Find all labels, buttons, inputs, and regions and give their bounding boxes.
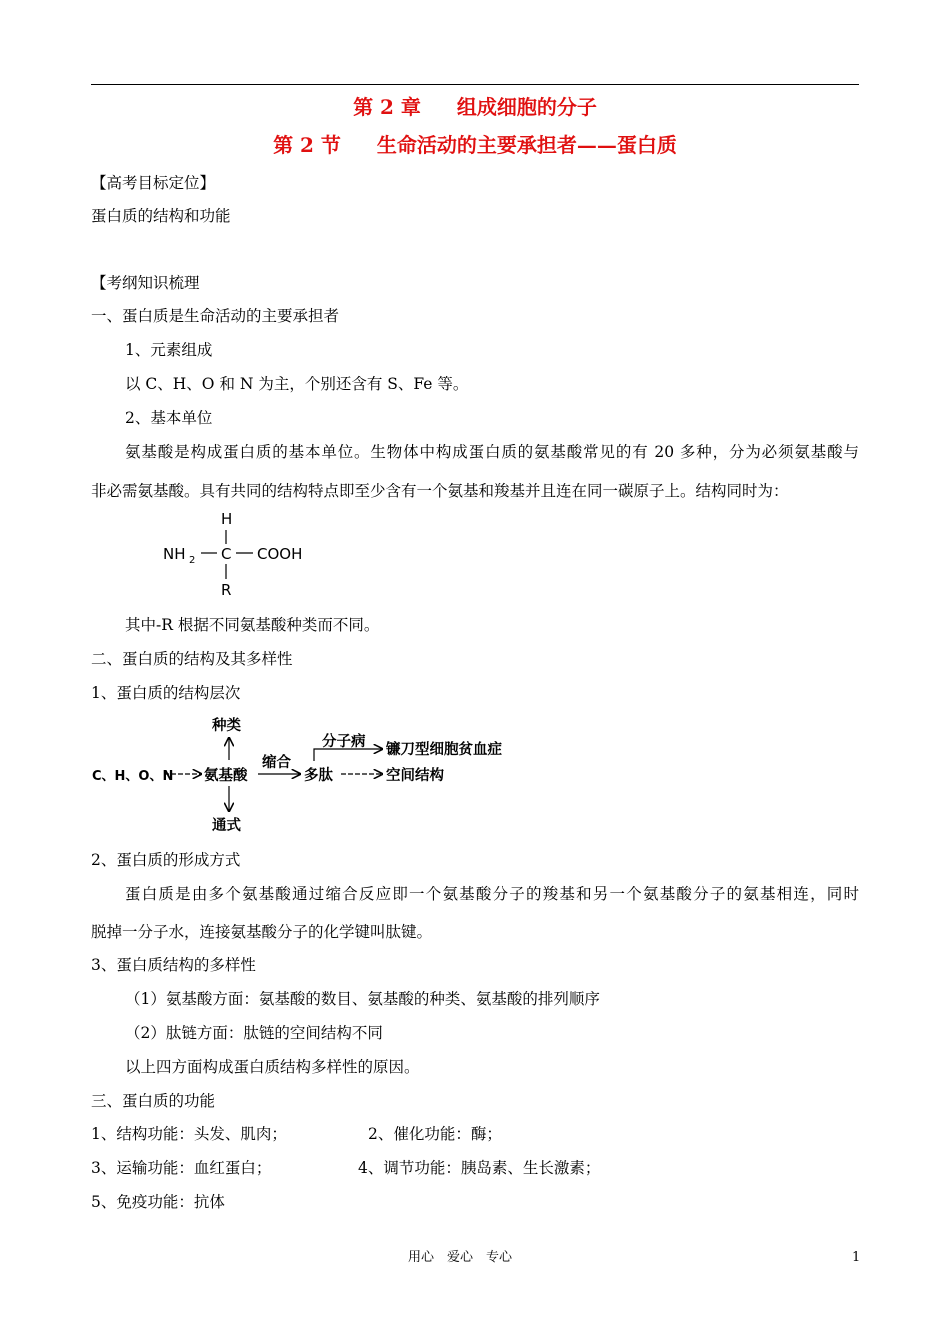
diagram-peptide: 多肽 — [304, 768, 333, 784]
formation-title: 2、蛋白质的形成方式 — [91, 851, 241, 869]
target-heading: 【高考目标定位】 — [91, 174, 216, 192]
formula-c: C — [221, 545, 232, 563]
formula-sub-2: 2 — [189, 555, 196, 566]
part3-title: 三、蛋白质的功能 — [91, 1092, 216, 1110]
basic-unit-line-2: 非必需氨基酸。具有共同的结构特点即至少含有一个氨基和羧基并且连在同一碳原子上。结构同时为： — [91, 482, 789, 500]
function-catalytic: 2、催化功能：酶； — [368, 1125, 502, 1143]
target-text: 蛋白质的结构和功能 — [91, 207, 231, 225]
formation-line-1: 蛋白质是由多个氨基酸通过缩合反应即一个氨基酸分子的羧基和另一个氨基酸分子的氨基相连，同时 — [125, 885, 859, 903]
basic-unit-line-1: 氨基酸是构成蛋白质的基本单位。生物体中构成蛋白质的氨基酸常见的有 20 多种，分为必须氨基酸与 — [125, 443, 859, 461]
formula-nh: NH — [163, 545, 186, 563]
diagram-elements: C、H、O、N — [92, 769, 174, 784]
chapter-name: 组成细胞的分子 — [456, 95, 597, 119]
function-structural: 1、结构功能：头发、肌肉； — [91, 1125, 287, 1143]
diversity-title: 3、蛋白质结构的多样性 — [91, 956, 256, 974]
r-group-note: 其中-R 根据不同氨基酸种类而不同。 — [125, 616, 380, 634]
section-title — [0, 132, 950, 158]
diagram-spatial-structure: 空间结构 — [386, 768, 444, 784]
formation-line-2: 脱掉一分子水，连接氨基酸分子的化学键叫肽键。 — [91, 923, 433, 941]
chapter-title — [0, 94, 950, 120]
function-transport: 3、运输功能：血红蛋白； — [91, 1159, 272, 1177]
diversity-item-1: （1）氨基酸方面：氨基酸的数目、氨基酸的种类、氨基酸的排列顺序 — [125, 990, 600, 1008]
page-number: 1 — [852, 1250, 861, 1265]
diagram-kinds: 种类 — [212, 718, 241, 734]
header-rule — [91, 84, 859, 85]
part2-title: 二、蛋白质的结构及其多样性 — [91, 650, 293, 668]
amino-acid-formula — [155, 506, 315, 602]
diagram-general-formula: 通式 — [212, 818, 241, 834]
diagram-sickle-cell: 镰刀型细胞贫血症 — [386, 742, 502, 758]
diagram-condensation: 缩合 — [262, 755, 291, 771]
part1-title: 一、蛋白质是生命活动的主要承担者 — [91, 307, 340, 325]
function-immune: 5、免疫功能：抗体 — [91, 1193, 225, 1211]
structure-levels-title: 1、蛋白质的结构层次 — [91, 684, 241, 702]
outline-heading: 【考纲知识梳理 — [91, 274, 200, 292]
section-number: 第 2 节 — [273, 133, 341, 157]
basic-unit-title: 2、基本单位 — [125, 409, 213, 427]
formula-cooh: COOH — [257, 545, 303, 563]
function-regulatory: 4、调节功能：胰岛素、生长激素； — [358, 1159, 601, 1177]
diagram-amino-acid: 氨基酸 — [204, 768, 248, 784]
protein-structure-diagram — [88, 708, 548, 843]
diversity-summary: 以上四方面构成蛋白质结构多样性的原因。 — [125, 1058, 420, 1076]
diagram-molecular-disease: 分子病 — [322, 734, 366, 750]
elements-text: 以 C、H、O 和 N 为主，个别还含有 S、Fe 等。 — [125, 375, 469, 393]
formula-h: H — [221, 510, 233, 528]
footer-motto: 用心 爱心 专心 — [408, 1250, 513, 1265]
diversity-item-2: （2）肽链方面：肽链的空间结构不同 — [125, 1024, 383, 1042]
arrow-molecular-disease — [314, 749, 382, 761]
formula-r: R — [221, 581, 232, 599]
chapter-number: 第 2 章 — [353, 95, 421, 119]
elements-title: 1、元素组成 — [125, 341, 213, 359]
section-name: 生命活动的主要承担者——蛋白质 — [376, 133, 677, 157]
